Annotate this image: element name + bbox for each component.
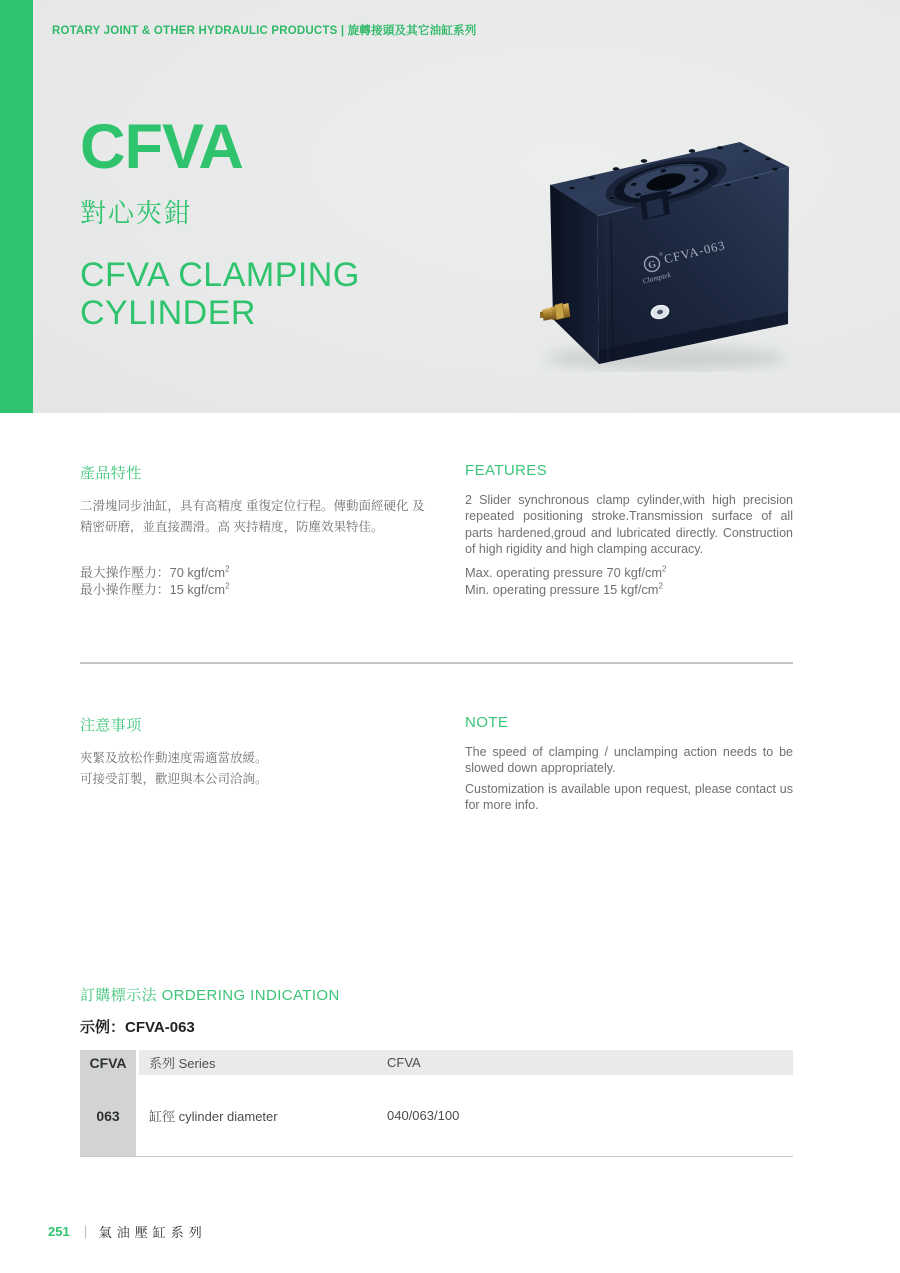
footer-series-name: 氣油壓缸系列 xyxy=(98,1225,207,1240)
spec-max-en: Max. operating pressure 70 kgf/$cm^2$ xyxy=(465,564,667,580)
hero-section xyxy=(33,0,900,413)
note-heading-en: NOTE xyxy=(465,714,509,731)
note-body-zh-line1: 夾緊及放松作動速度需適當放緩。 xyxy=(80,751,268,765)
features-section-zh xyxy=(80,462,425,598)
value-cell: CFVA xyxy=(387,1055,421,1070)
row-body xyxy=(139,1050,793,1075)
ordering-example xyxy=(80,1016,793,1037)
ordering-example-label: 示例： xyxy=(80,1019,126,1036)
code-cell: CFVA xyxy=(80,1050,139,1075)
model-title: CFVA xyxy=(80,112,243,182)
page-number: 251 xyxy=(48,1224,70,1239)
note-section-en xyxy=(465,714,793,817)
features-heading-en: FEATURES xyxy=(465,462,548,479)
features-body-zh-line2: 精密研磨，並直接潤滑。高 夾持精度，防塵效果特佳。 xyxy=(80,520,384,535)
footer-separator: ｜ xyxy=(78,1225,92,1240)
note-body-en-para1: The speed of clamping / unclamping action needs to be slowed down appropriately. xyxy=(465,745,793,776)
spec-min-en: Min. operating pressure 15 kgf/$cm^2$ xyxy=(465,582,663,598)
code-cell: 063 xyxy=(80,1075,139,1156)
page-footer xyxy=(48,1222,207,1241)
ordering-example-value: CFVA-063 xyxy=(125,1019,195,1036)
title-zh: 對心夾鉗 xyxy=(80,198,193,228)
value-cell: 040/063/100 xyxy=(387,1108,460,1123)
note-body-en xyxy=(465,744,793,813)
desc-cell: 缸徑 cylinder diameter xyxy=(149,1109,278,1124)
brand-mark: G xyxy=(647,258,658,272)
features-body-zh-line1: 二滑塊同步油缸，具有高精度 重復定位行程。傳動面經硬化 及 xyxy=(80,499,425,513)
product-photo xyxy=(540,136,796,372)
clamping-cylinder-image xyxy=(540,136,796,372)
section-divider xyxy=(80,662,793,664)
note-body-en-para2: Customization is available upon request, please contact us for more info. xyxy=(465,781,793,812)
spec-min-zh: 最小操作壓力：15 kgf/$cm^2$ xyxy=(80,582,230,598)
ordering-section xyxy=(80,984,793,1157)
ordering-heading: 訂購標示法 ORDERING INDICATION xyxy=(80,987,340,1004)
table-row xyxy=(80,1075,793,1156)
desc-cell: 系列 Series xyxy=(149,1056,216,1071)
product-model-text: CFVA-063 xyxy=(662,238,727,267)
note-body-zh-line2: 可接受訂製，歡迎與本公司洽詢。 xyxy=(80,772,268,787)
note-body-zh xyxy=(80,748,410,791)
table-row xyxy=(80,1050,793,1075)
reg-mark: ® xyxy=(658,251,664,259)
features-body-zh xyxy=(80,496,425,539)
brand-name-text: Clamptek xyxy=(641,270,672,286)
features-heading-zh: 產品特性 xyxy=(80,465,142,482)
pressure-specs-en xyxy=(465,564,666,599)
accent-bar xyxy=(0,0,33,413)
page-header: ROTARY JOINT & OTHER HYDRAULIC PRODUCTS | 旋轉接頭及其它油缸系列 xyxy=(52,25,477,37)
title-en-line2: CYLINDER xyxy=(80,294,256,333)
features-section-en xyxy=(465,462,793,598)
spec-max-zh: 最大操作壓力：70 kgf/$cm^2$ xyxy=(80,564,230,580)
note-heading-zh: 注意事项 xyxy=(80,717,142,734)
features-body-en: 2 Slider synchronous clamp cylinder,with high precision repeated positioning stroke.Transmission surface of all parts hardened,groud and lubricated directly. Construction of high rigidity and high clamping accuracy. xyxy=(465,493,793,556)
note-section-zh xyxy=(80,714,410,791)
pressure-specs-zh xyxy=(80,564,230,599)
title-en-line1: CFVA CLAMPING xyxy=(80,256,360,294)
row-body xyxy=(139,1075,793,1156)
ordering-table xyxy=(80,1050,793,1157)
title-en xyxy=(80,256,360,332)
